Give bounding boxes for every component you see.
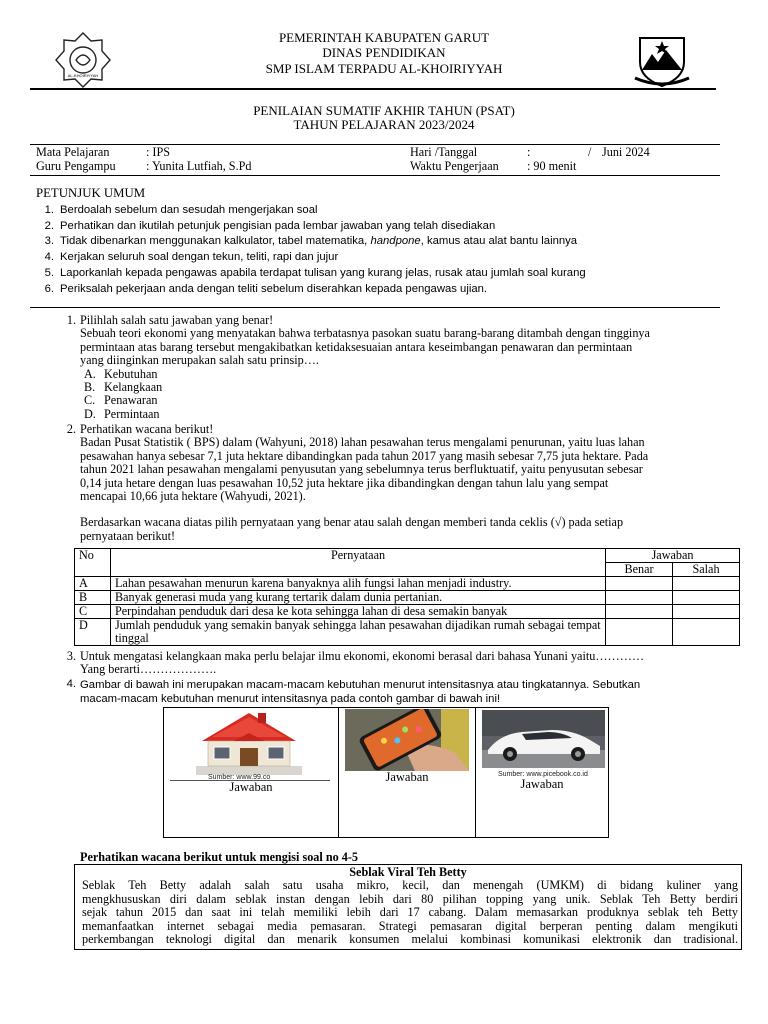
car-image	[482, 710, 605, 768]
table-row	[75, 577, 740, 591]
q4-line: Gambar di bawah ini merupakan macam-macam kebutuhan menurut intensitasnya atau tingkatannya. Sebutkan	[80, 679, 641, 691]
th-pernyataan: Pernyataan	[110, 549, 605, 577]
q2-passage-line: pesawahan hanya sebesar 7,1 juta hektare dibandingkan pada tahun 2017 yang masih sebesar 7,75 juta hektare. Pada	[80, 448, 649, 463]
question-2	[80, 423, 740, 543]
benar-cell[interactable]	[606, 605, 673, 619]
q4-line: macam-macam kebutuhan menurut intensitasnya pada contoh gambar di bawah ini!	[80, 693, 501, 705]
q1-option-b[interactable]: B. Kelangkaan	[84, 380, 163, 395]
q45-passage	[75, 879, 741, 947]
petunjuk-item: 2. Perhatikan dan ikutilah petunjuk pengisian pada lembar jawaban yang telah disediakan	[44, 219, 496, 232]
q1-option-c[interactable]: C. Penawaran	[84, 393, 158, 408]
salah-cell[interactable]	[673, 619, 740, 646]
petunjuk-item: 6. Periksalah pekerjaan anda dengan teliti sebelum diserahkan kepada pengawas ujian.	[44, 282, 488, 295]
question-3	[80, 650, 740, 677]
q1-line: Sebuah teori ekonomi yang menyatakan bahwa terbatasnya pasokan suatu barang-barang ditambah dengan tingginya	[80, 326, 650, 341]
petunjuk-item: 5. Laporkanlah kepada pengawas apabila terdapat tulisan yang kurang jelas, rusak atau jumlah soal kurang	[44, 266, 586, 279]
header-line-2: DINAS PENDIDIKAN	[322, 45, 446, 60]
salah-cell[interactable]	[673, 577, 740, 591]
hari-sep: :	[527, 145, 531, 159]
info-bottom-rule	[30, 175, 720, 176]
waktu-label: Waktu Pengerjaan	[410, 159, 499, 173]
q45-line: perkembangan teknologi digital dan menarik konsumen melalui kombinasi komunikasi elektronik dan tradisional.	[82, 932, 738, 946]
mapel-label: Mata Pelajaran	[36, 145, 110, 159]
row-no: A	[75, 577, 111, 591]
house-answer-label: Jawaban	[229, 780, 273, 794]
hari-slash: /	[588, 145, 592, 159]
petunjuk-list	[36, 203, 736, 297]
hari-value: Juni 2024	[602, 145, 650, 159]
q3-number: 3.	[66, 649, 76, 663]
q45-line: mengkhususkan diri dalam seblak instan dengan lebih dari 80 pilihan topping yang unik. Seblak Teh Betty berdiri	[82, 891, 738, 906]
q2-passage-line: mencapai 10,66 juta hektare (Wahyudi, 2021).	[80, 489, 306, 504]
q2-statement-table	[74, 548, 740, 646]
q1-prompt: Pilihlah salah satu jawaban yang benar!	[80, 313, 274, 327]
benar-cell[interactable]	[606, 577, 673, 591]
row-no: B	[75, 591, 111, 605]
q1-line: permintaan atas barang tersebut mengakibatkan ketidaksesuaian antara keseimbangan penawaran dan permintaan	[80, 339, 633, 354]
q45-title: Seblak Viral Teh Betty	[349, 865, 467, 879]
petunjuk-item: 4. Kerjakan seluruh soal dengan tekun, teliti, rapi dan jujur	[44, 251, 339, 264]
petunjuk-bottom-rule	[30, 307, 720, 308]
q1-option-d[interactable]: D. Permintaan	[84, 406, 160, 421]
row-no: D	[75, 619, 111, 646]
exam-title-1: PENILAIAN SUMATIF AKHIR TAHUN (PSAT)	[253, 103, 515, 118]
th-no: No	[75, 549, 111, 577]
table-row	[75, 619, 740, 646]
row-statement: Perpindahan penduduk dari desa ke kota sehingga lahan di desa semakin banyak	[110, 605, 605, 619]
table-row	[75, 591, 740, 605]
q45-line: Seblak Teh Betty adalah salah satu usaha mikro, kecil, dan menengah (UMKM) di bidang kuliner yang	[82, 878, 738, 892]
q4-number: 4.	[66, 678, 76, 690]
q45-intro: Perhatikan wacana berikut untuk mengisi soal no 4-5	[80, 850, 358, 864]
mapel-value: : IPS	[146, 145, 171, 159]
header-line-1: PEMERINTAH KABUPATEN GARUT	[278, 30, 490, 45]
hari-label: Hari /Tanggal	[410, 145, 478, 159]
logo-left-text: AL-KHOIRIYYAH	[67, 73, 99, 78]
q2-passage-line: tahun 2021 lahan pesawahan mengalami penyusutan yang sebelumnya terus berfluktuatif, yaitu penyusutan sebesar	[80, 462, 643, 477]
header-divider	[30, 88, 716, 90]
q4-cell-phone	[339, 708, 475, 837]
header-line-3: SMP ISLAM TERPADU AL-KHOIRIYYAH	[265, 61, 503, 76]
q2-prompt: Perhatikan wacana berikut!	[80, 422, 214, 436]
row-statement: Banyak generasi muda yang kurang tertarik dalam dunia pertanian.	[110, 591, 605, 605]
row-no: C	[75, 605, 111, 619]
waktu-value: : 90 menit	[527, 159, 577, 173]
q4-image-grid	[163, 707, 609, 838]
phone-image	[345, 709, 469, 771]
q4-cell-house	[164, 708, 338, 837]
q1-number: 1.	[66, 313, 76, 327]
q2-instruction-line: Berdasarkan wacana diatas pilih pernyataan yang benar atau salah dengan memberi tanda ceklis (√) pada setiap	[80, 515, 624, 530]
q4-cell-car	[476, 708, 608, 837]
q3-line: Untuk mengatasi kelangkaan maka perlu belajar ilmu ekonomi, ekonomi berasal dari bahasa Yunani yaitu…………	[80, 649, 645, 663]
petunjuk-item: 3. Tidak dibenarkan menggunakan kalkulator, tabel matematika, handpone, kamus atau alat bantu lainnya	[44, 235, 578, 248]
guru-value: : Yunita Lutfiah, S.Pd	[146, 159, 252, 173]
house-source: Sumber: www.99.co	[208, 774, 271, 781]
petunjuk-item: 1. Berdoalah sebelum dan sesudah mengerjakan soal	[44, 204, 318, 216]
question-1	[80, 314, 740, 421]
q2-passage-line: Badan Pusat Statistik ( BPS) dalam (Wahyuni, 2018) lahan pesawahan terus mengalami penurunan, yaitu luas lahan	[80, 435, 645, 450]
question-4	[80, 678, 745, 706]
th-jawaban: Jawaban	[606, 549, 740, 563]
q3-line: Yang berarti……………….	[80, 662, 217, 677]
q45-passage-box	[74, 864, 742, 950]
q1-option-a[interactable]: A. Kebutuhan	[84, 366, 158, 381]
q45-line: sejak tahun 2015 dan saat ini telah memiliki lebih dari 17 cabang. Dalam memasarkan produknya seblak teh Betty	[82, 905, 738, 919]
row-statement: Lahan pesawahan menurun karena banyaknya alih fungsi lahan menjadi industry.	[110, 577, 605, 591]
salah-cell[interactable]	[673, 605, 740, 619]
salah-cell[interactable]	[673, 591, 740, 605]
q1-line: yang diinginkan merupakan salah satu prinsip….	[80, 353, 319, 368]
benar-cell[interactable]	[606, 619, 673, 646]
car-answer-label: Jawaban	[520, 777, 564, 791]
th-salah: Salah	[673, 563, 740, 577]
th-benar: Benar	[606, 563, 673, 577]
guru-label: Guru Pengampu	[36, 159, 116, 173]
phone-answer-label: Jawaban	[385, 770, 429, 784]
q2-instruction-line: pernyataan berikut!	[80, 528, 176, 543]
q2-passage-line: 0,14 juta hetare dengan luas pesawahan 10,52 juta hektare jika dibandingkan dengan tahun lalu yang sempat	[80, 475, 609, 490]
table-row	[75, 605, 740, 619]
benar-cell[interactable]	[606, 591, 673, 605]
row-statement: Jumlah penduduk yang semakin banyak sehingga lahan pesawahan dijadikan rumah sebagai tempat tinggal	[110, 619, 605, 646]
car-source: Sumber: www.picebook.co.id	[498, 771, 588, 778]
exam-title-2: TAHUN PELAJARAN 2023/2024	[293, 117, 475, 132]
petunjuk-title: PETUNJUK UMUM	[36, 186, 146, 200]
q2-number: 2.	[66, 422, 76, 436]
q45-line: memanfaatkan internet sebagai media pemasaran. Strategi pemasaran digital berperan penting dalam mengikuti	[82, 918, 738, 933]
house-image	[194, 711, 304, 775]
